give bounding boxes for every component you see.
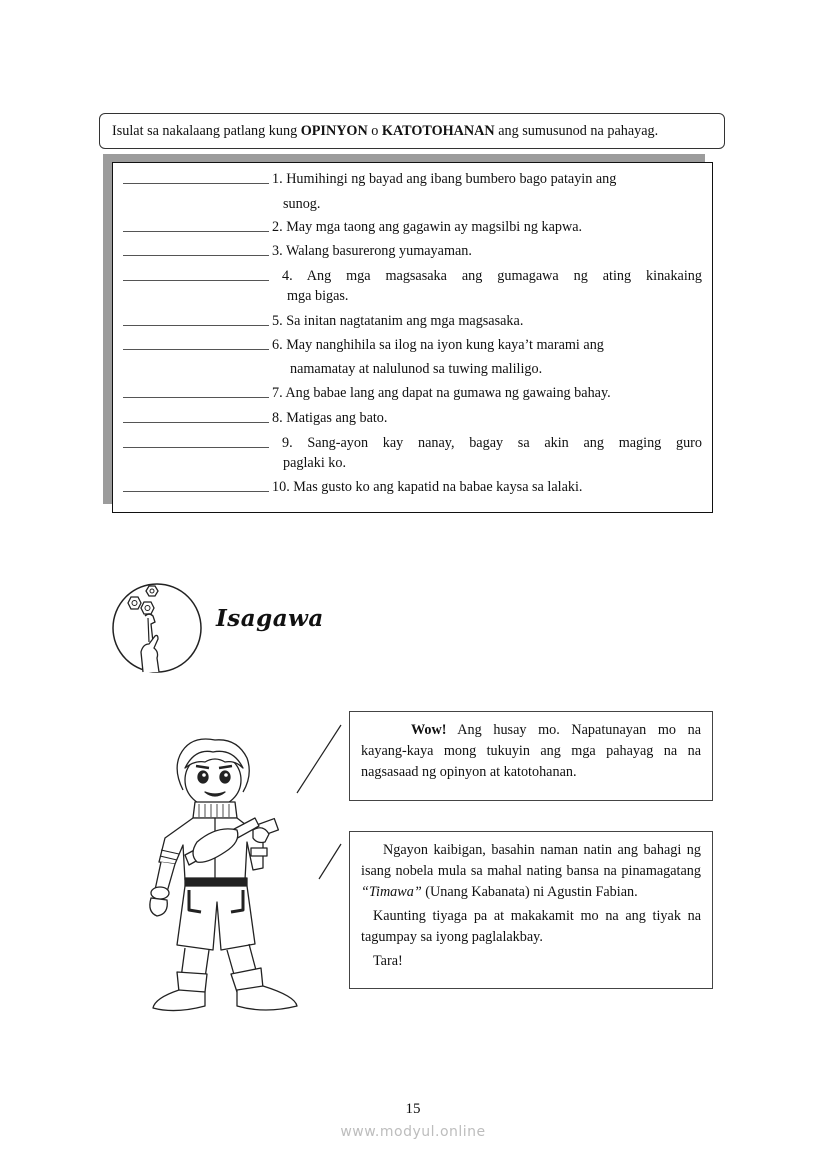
instruction-fact: KATOTOHANAN <box>381 123 495 139</box>
instruction-or: o <box>367 123 382 139</box>
instruction-suffix: ang sumusunod na pahayag. <box>494 123 659 139</box>
answer-blank-2[interactable] <box>123 217 269 232</box>
intro-text-after: (Unang Kabanata) ni Agustin Fabian. <box>421 884 638 900</box>
answer-blank-7[interactable] <box>123 383 269 398</box>
answer-blank-10[interactable] <box>123 477 269 492</box>
exercise-item-2 <box>123 217 702 238</box>
exercise-item-8 <box>123 408 702 429</box>
exercise-item-7 <box>123 383 702 404</box>
answer-blank-5[interactable] <box>123 311 269 326</box>
hand-wrench-nuts-icon <box>111 582 203 674</box>
encouragement-text: Kaunting tiyaga pa at makakamit mo na ang tiyak na tagumpay sa iyong paglalakbay. <box>361 908 701 945</box>
tara-text: Tara! <box>373 953 403 969</box>
exercise-item-9 <box>123 433 702 454</box>
item-text-4: 4. Ang mga magsasaka ang gumagawa ng ating kinakaing <box>282 268 702 284</box>
answer-blank-6[interactable] <box>123 335 269 350</box>
item-text-7: 7. Ang babae lang ang dapat na gumawa ng gawaing bahay. <box>272 385 611 401</box>
item-text-9: 9. Sang-ayon kay nanay, bagay sa akin ang maging guro <box>282 435 702 451</box>
page-number: 15 <box>405 1101 421 1117</box>
exercise-items-box <box>112 162 713 513</box>
section-title: Isagawa <box>216 605 324 632</box>
item-text-1: 1. Humihingi ng bayad ang ibang bumbero bago patayin ang <box>272 171 617 187</box>
item-text-6: 6. May nanghihila sa ilog na iyon kung kaya’t marami ang <box>272 337 604 353</box>
item-continuation-6: namamatay at nalulunod sa tuwing maliligo. <box>290 361 543 377</box>
item-text-10: 10. Mas gusto ko ang kapatid na babae kaysa sa lalaki. <box>272 479 583 495</box>
box-shadow-left <box>103 154 112 504</box>
answer-blank-1[interactable] <box>123 169 269 184</box>
exercise-item-6 <box>123 335 702 356</box>
item-continuation-4: mga bigas. <box>287 288 349 304</box>
exercise-item-4 <box>123 266 702 287</box>
item-text-8: 8. Matigas ang bato. <box>272 410 388 426</box>
speech-bubble-intro <box>349 831 713 989</box>
novel-title: “Timawa” <box>361 884 422 900</box>
answer-blank-8[interactable] <box>123 408 269 423</box>
instruction-prefix: Isulat sa nakalaang patlang kung <box>112 123 301 139</box>
answer-blank-4[interactable] <box>123 266 269 281</box>
item-continuation-1: sunog. <box>283 196 321 212</box>
exercise-item-3 <box>123 241 702 262</box>
item-text-3: 3. Walang basurerong yumayaman. <box>272 243 472 259</box>
instruction-box <box>99 113 725 149</box>
item-text-2: 2. May mga taong ang gagawin ay magsilbi ng kapwa. <box>272 219 583 235</box>
praise-text: Ang husay mo. Napatunayan mo na kayang-kaya mong tukuyin ang mga pahayag na na nagsasaad ng opinyon at katotohanan. <box>361 722 701 780</box>
answer-blank-3[interactable] <box>123 241 269 256</box>
exercise-item-5 <box>123 311 702 332</box>
watermark: www.modyul.online <box>340 1124 486 1140</box>
answer-blank-9[interactable] <box>123 433 269 448</box>
exercise-item-1 <box>123 169 702 190</box>
item-text-5: 5. Sa initan nagtatanim ang mga magsasaka. <box>272 313 524 329</box>
praise-bold: Wow! <box>411 722 447 738</box>
exercise-item-10 <box>123 477 702 498</box>
instruction-opinion: OPINYON <box>300 123 368 139</box>
intro-text-before: Ngayon kaibigan, basahin naman natin ang bahagi ng isang nobela mula sa mahal nating bansa na pinamagatang <box>361 842 701 879</box>
item-continuation-9: paglaki ko. <box>283 455 347 471</box>
speech-bubble-praise <box>349 711 713 801</box>
